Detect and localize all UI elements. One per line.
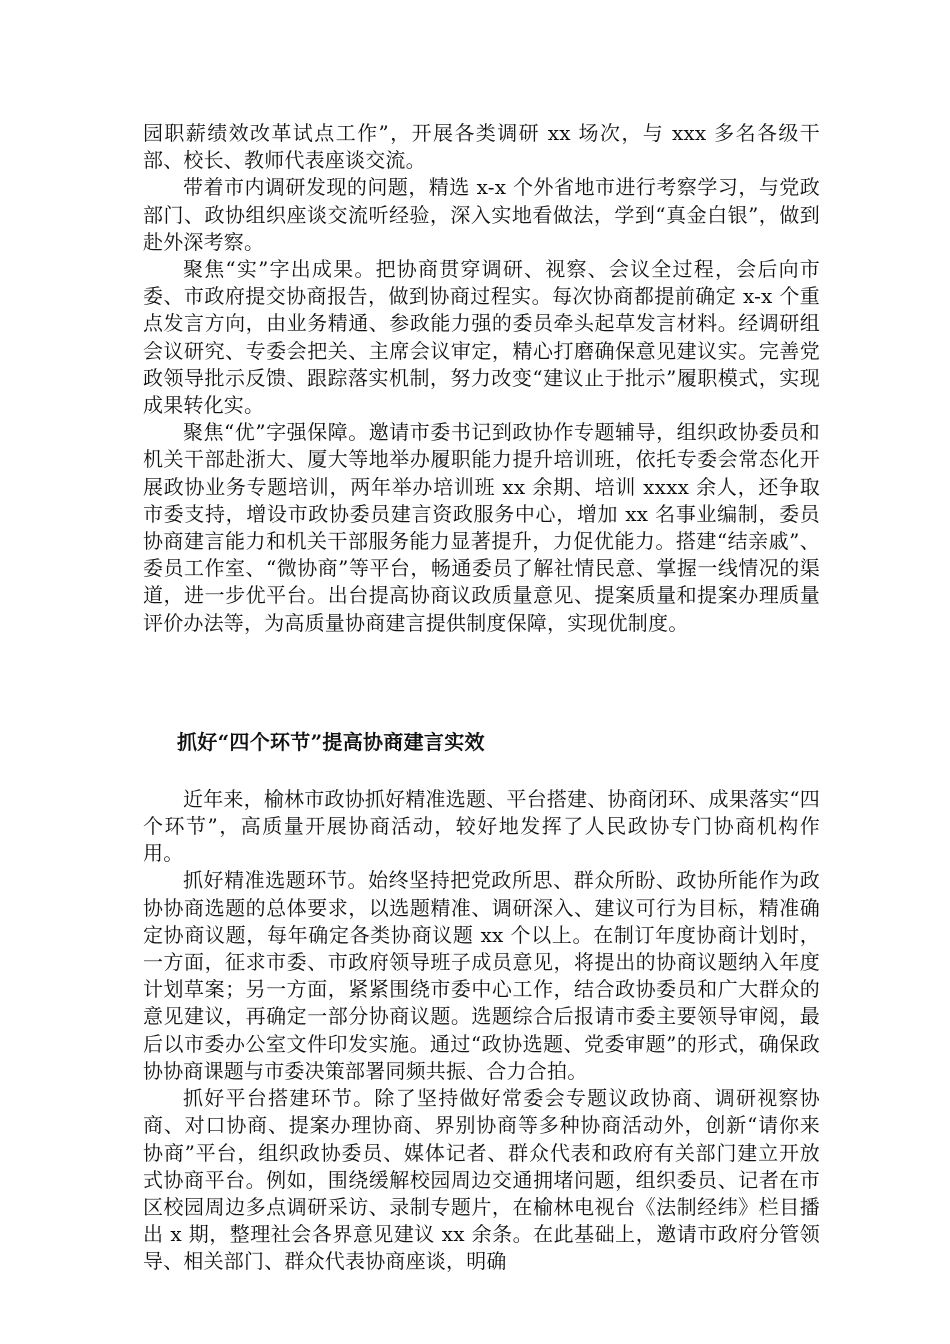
paragraph: 抓好精准选题环节。始终坚持把党政所思、群众所盼、政协所能作为政协协商选题的总体要求，以选题精准、调研深入、建议可行为目标，精准确定协商议题，每年确定各类协商议题 xx 个以上。在制订年度协商计划时，一方面，征求市委、市政府领导班子成员意见，将提出的协商议题纳入年度计划草案；另一方面，紧紧围绕市委中心工作，结合政协委员和广大群众的意见建议，再确定一部分协商议题。选题综合后报请市委主要领导审阅，最后以市委办公室文件印发实施。通过“政协选题、党委审题”的形式，确保政协协商课题与市委决策部署同频共振、合力合拍。: [143, 868, 820, 1083]
paragraph: 聚焦“优”字强保障。邀请市委书记到政协作专题辅导，组织政协委员和机关干部赴浙大、厦大等地举办履职能力提升培训班，依托专委会常态化开展政协业务专题培训，两年举办培训班 xx 余期、培训 xxxx 余人，还争取市委支持，增设市政协委员建言资政服务中心，增加 xx 名事业编制，委员协商建言能力和机关干部服务能力显著提升，力促优能力。搭建“结亲戚”、委员工作室、“微协商”等平台，畅通委员了解社情民意、掌握一线情况的渠道，进一步优平台。出台提高协商议政质量意见、提案质量和提案办理质量评价办法等，为高质量协商建言提供制度保障，实现优制度。: [143, 420, 820, 635]
paragraph: 带着市内调研发现的问题，精选 x-x 个外省地市进行考察学习，与党政部门、政协组织座谈交流听经验，深入实地看做法，学到“真金白银”，做到赴外深考察。: [143, 175, 820, 254]
section-spacer: [143, 637, 820, 729]
paragraph: 抓好平台搭建环节。除了坚持做好常委会专题议政协商、调研视察协商、对口协商、提案办理协商、界别协商等多种协商活动外，创新“请你来协商”平台，组织政协委员、媒体记者、群众代表和政府有关部门建立开放式协商平台。例如，围绕缓解校园周边交通拥堵问题，组织委员、记者在市区校园周边多点调研采访、录制专题片，在榆林电视台《法制经纬》栏目播出 x 期，整理社会各界意见建议 xx 余条。在此基础上，邀请市政府分管领导、相关部门、群众代表协商座谈，明确: [143, 1086, 820, 1274]
paragraph: 园职薪绩效改革试点工作”，开展各类调研 xx 场次，与 xxx 多名各级干部、校长、教师代表座谈交流。: [143, 121, 820, 173]
paragraph: 聚焦“实”字出成果。把协商贯穿调研、视察、会议全过程，会后向市委、市政府提交协商报告，做到协商过程实。每次协商都提前确定 x-x 个重点发言方向，由业务精通、参政能力强的委员牵头起草发言材料。经调研组会议研究、专委会把关、主席会议审定，精心打磨确保意见建议实。完善党政领导批示反馈、跟踪落实机制，努力改变“建议止于批示”履职模式，实现成果转化实。: [143, 257, 820, 418]
section-one: [143, 120, 820, 637]
section-heading: 抓好“四个环节”提高协商建言实效: [177, 729, 485, 754]
section-two: [143, 729, 820, 1276]
paragraph: 近年来，榆林市政协抓好精准选题、平台搭建、协商闭环、成果落实“四个环节”，高质量开展协商活动，较好地发挥了人民政协专门协商机构作用。: [143, 786, 820, 866]
